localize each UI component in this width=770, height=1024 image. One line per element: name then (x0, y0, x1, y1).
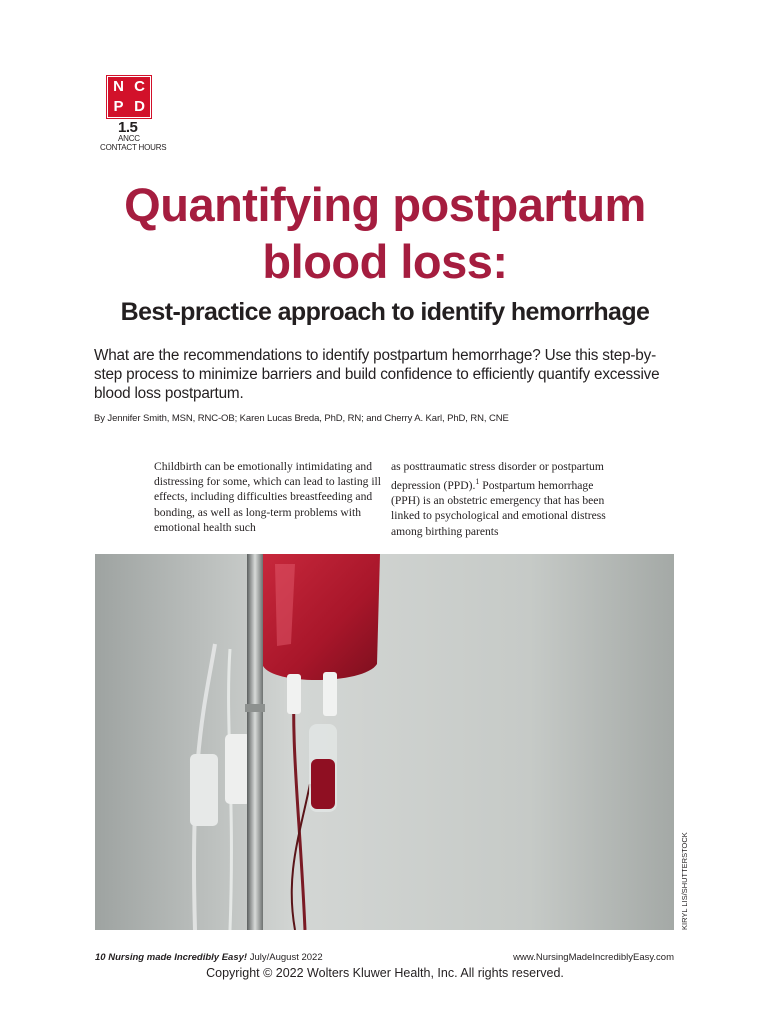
photo-credit: KIRYL LIS/SHUTTERSTOCK (680, 832, 689, 930)
article-title (80, 176, 690, 290)
author-byline: By Jennifer Smith, MSN, RNC-OB; Karen Lucas Breda, PhD, RN; and Cherry A. Karl, PhD, RN, CNE (94, 413, 509, 424)
article-subtitle: Best-practice approach to identify hemorrhage (120, 298, 650, 326)
body-text-col2 (391, 459, 623, 539)
reference-1: 1 (475, 477, 480, 487)
page-number: 10 (95, 952, 106, 963)
journal-url[interactable]: www.NursingMadeIncrediblyEasy.com (513, 952, 674, 963)
body-col2-part1: as posttraumatic stress disorder or postpartum depression (PPD). (391, 460, 604, 493)
badge-letter-c: C (134, 78, 145, 95)
intro-paragraph: What are the recommendations to identify postpartum hemorrhage? Use this step-by-step process to minimize barriers and build confidence to efficiently quantify excessive blood loss postpartum. (94, 347, 660, 402)
body-text-col1: Childbirth can be emotionally intimidating and distressing for some, which can lead to lasting ill effects, including difficulties breastfeeding and bonding, as well as long-term problems with emotional health such (154, 460, 382, 534)
journal-name: Nursing made Incredibly Easy! (108, 952, 248, 963)
copyright-notice: Copyright © 2022 Wolters Kluwer Health, Inc. All rights reserved. (206, 966, 564, 980)
ncpd-badge (107, 76, 151, 118)
issue-date: July/August 2022 (249, 952, 323, 963)
title-line-2: blood loss: (262, 235, 508, 288)
footer-left (95, 952, 323, 963)
ancc-label: ANCC (118, 134, 140, 143)
contact-hours-number: 1.5 (118, 119, 138, 136)
body-column-1 (154, 459, 386, 535)
blood-bag-photo (95, 554, 674, 930)
badge-letter-d: D (134, 98, 145, 115)
badge-letter-n: N (113, 78, 124, 95)
title-line-1: Quantifying postpartum (124, 178, 646, 231)
badge-letter-p: P (113, 98, 124, 115)
body-column-2 (391, 459, 623, 539)
contact-hours-label: CONTACT HOURS (100, 143, 167, 152)
blood-bag-illustration (95, 554, 674, 930)
body-col2-part2: Postpartum hemorrhage (PPH) is an obstetric emergency that has been linked to psychological and emotional distress among birthing parents (391, 479, 606, 538)
